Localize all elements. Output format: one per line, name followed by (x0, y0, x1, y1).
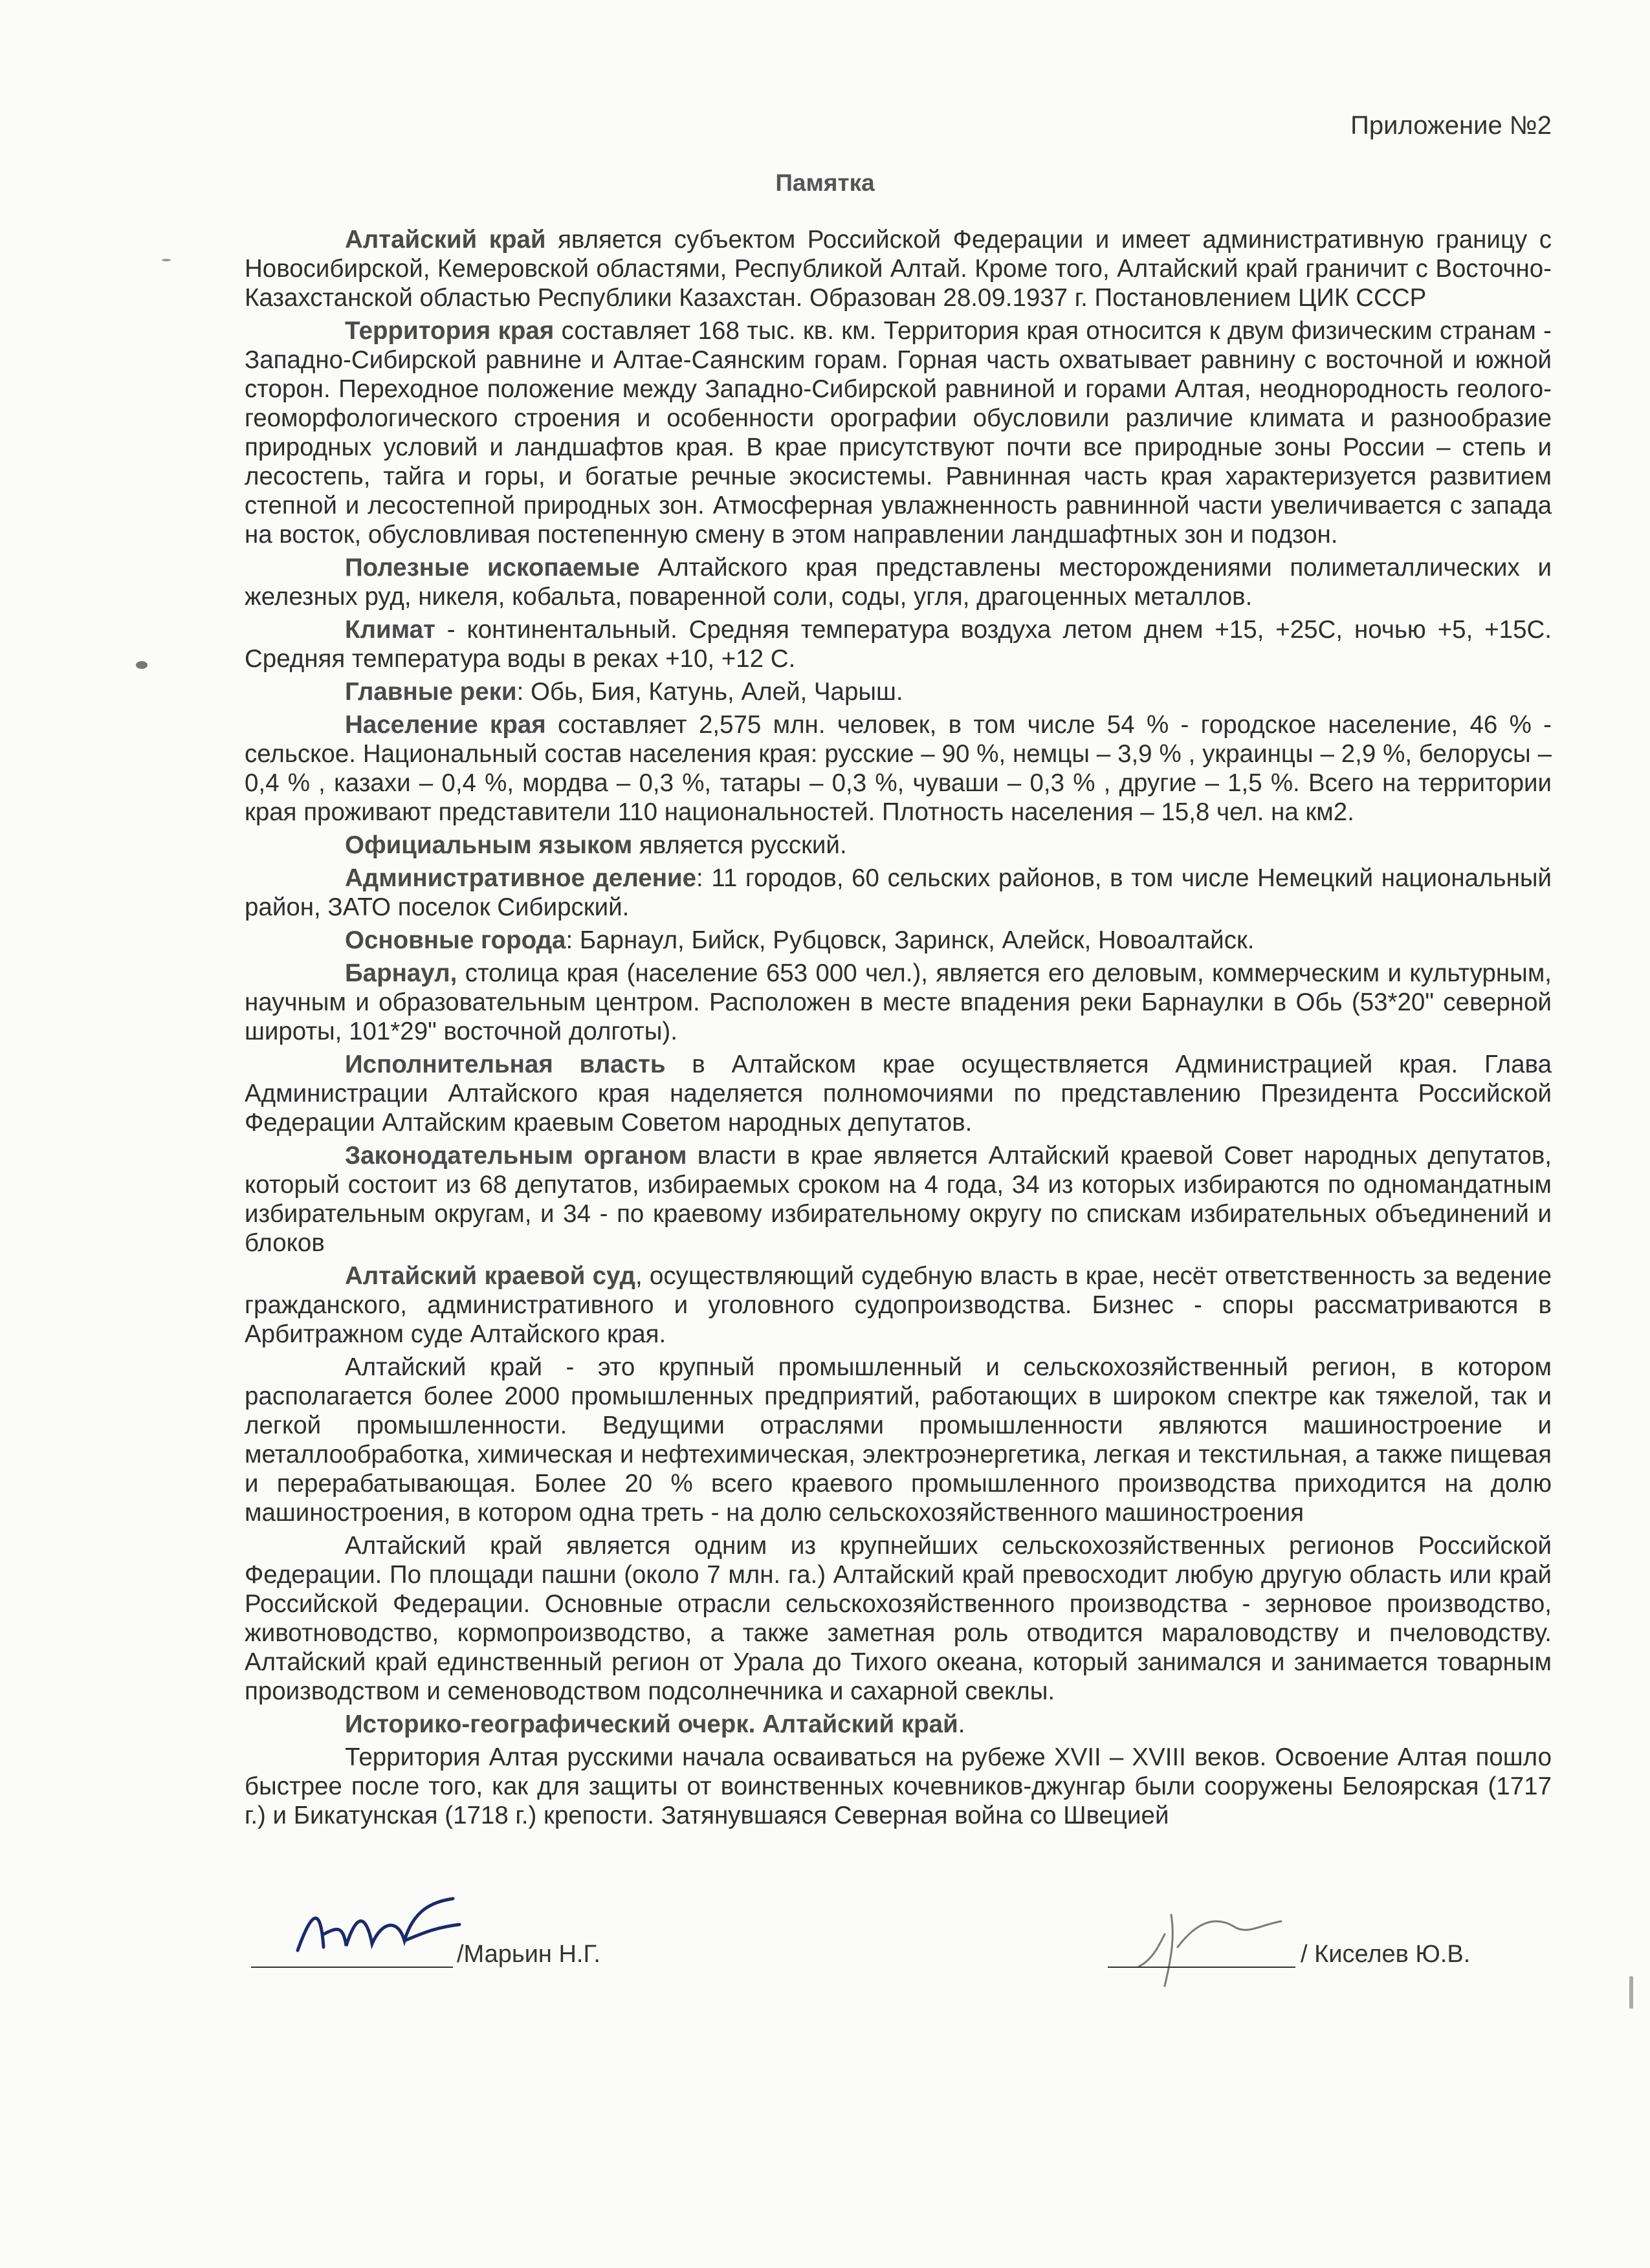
paragraph (245, 553, 1552, 611)
paragraph (245, 1531, 1552, 1706)
paragraph (245, 1261, 1552, 1349)
left-signature-line (251, 1967, 453, 1968)
signature-block (0, 1908, 1650, 2012)
right-signature-line (1108, 1967, 1295, 1968)
paragraph (245, 316, 1552, 549)
page-title: Памятка (775, 169, 875, 196)
paragraph-bold: Население края (345, 711, 546, 739)
paragraph-text: : Обь, Бия, Катунь, Алей, Чарыш. (516, 678, 903, 706)
paragraph-bold: Историко-географический очерк. Алтайский край (345, 1710, 958, 1738)
paragraph-text: составляет 168 тыс. кв. км. Территория края относится к двум физическим странам - Западно-Сибирской равнине и Алтае-Саянским горам. Горная часть охватывает равнину с восточной и южной сторон. Переходное положение между Западно-Сибирской равниной и горами Алтая, неоднородность геолого-геоморфологического строения и особенности орографии обусловили различие климата и разнообразие природных условий и ландшафтов края. В крае присутствуют почти все природные зоны России – степь и лесостепь, тайга и горы, и богатые речные экосистемы. Равнинная часть края характеризуется развитием степной и лесостепной природных зон. Атмосферная увлажненность равнинной части увеличивается с запада на восток, обусловливая постепенную смену в этом направлении ландшафтных зон и подзон. (245, 317, 1552, 549)
scan-speck (1629, 1976, 1633, 2009)
left-signature-image (285, 1889, 479, 1960)
paragraph (245, 677, 1552, 706)
paragraph-bold: Главные реки (345, 678, 517, 706)
paragraph-bold: Алтайский краевой суд (345, 1262, 635, 1290)
paragraph-text: составляет 2,575 млн. человек, в том числе 54 % - городское население, 46 % - сельское. Национальный состав населения края: русские – 90 %, немцы – 3,9 % , украинцы – 2,9 %, белорусы – 0,4 % , казахи – 0,4 %, мордва – 0,3 %, татары – 0,3 %, чуваши – 0,3 % , другие – 1,5 %. Всего на территории края проживают представители 110 национальностей. Плотность населения – 15,8 чел. на км2. (245, 711, 1552, 826)
paragraph-bold: Климат (345, 616, 435, 644)
paragraph-bold: Законодательным органом (345, 1142, 687, 1170)
paragraph-text: Алтайский край - это крупный промышленный и сельскохозяйственный регион, в котором располагается более 2000 промышленных предприятий, работающих в широком спектре как тяжелой, так и легкой промышленности. Ведущими отраслями промышленности являются машиностроение и металлообработка, химическая и нефтехимическая, электроэнергетика, легкая и текстильная, а также пищевая и перерабатывающая. Более 20 % всего краевого промышленного производства приходится на долю машиностроения, в котором одна треть - на долю сельскохозяйственного машиностроения (245, 1353, 1552, 1527)
document-body (245, 225, 1552, 1834)
paragraph-bold: Алтайский край (345, 226, 546, 254)
paragraph (245, 1710, 1552, 1739)
paragraph-text: : Барнаул, Бийск, Рубцовск, Заринск, Алейск, Новоалтайск. (566, 926, 1255, 954)
paragraph-bold: Территория края (345, 317, 555, 345)
paragraph (245, 926, 1552, 955)
paragraph (245, 1743, 1552, 1830)
left-signature-name: /Марьин Н.Г. (457, 1941, 600, 1968)
paragraph (245, 959, 1552, 1046)
paragraph-text: столица края (население 653 000 чел.), является его деловым, коммерческим и культурным, научным и образовательным центром. Расположен в месте впадения реки Барнаулки в Обь (53*20" северной широты, 101*29" восточной долготы). (245, 959, 1552, 1045)
paragraph-bold: Основные города (345, 926, 566, 954)
scan-speck (162, 259, 171, 261)
paragraph-bold: Административное деление (345, 864, 697, 892)
paragraph-text: власти в крае является Алтайский краевой Совет народных депутатов, который состоит из 68 депутатов, избираемых сроком на 4 года, 34 из которых избираются по одномандатным избирательным округам, и 34 - по краевому избирательному округу по спискам избирательных объединений и блоков (245, 1142, 1552, 1257)
scan-speck (136, 661, 148, 669)
paragraph (245, 1353, 1552, 1527)
paragraph (245, 1141, 1552, 1258)
paragraph (245, 710, 1552, 827)
paragraph-bold: Исполнительная власть (345, 1051, 666, 1078)
paragraph-text: : 11 городов, 60 сельских районов, в том числе Немецкий национальный район, ЗАТО поселок Сибирский. (245, 864, 1552, 921)
paragraph (245, 1050, 1552, 1137)
paragraph-text: является субъектом Российской Федерации и имеет административную границу с Новосибирской, Кемеровской областями, Республикой Алтай. Кроме того, Алтайский край граничит с Восточно-Казахстанской областью Республики Казахстан. Образован 28.09.1937 г. Постановлением ЦИК СССР (245, 226, 1552, 312)
paragraph-text: Алтайского края представлены месторождениями полиметаллических и железных руд, никеля, кобальта, поваренной соли, соды, угля, драгоценных металлов. (245, 554, 1552, 611)
right-signature-name: / Киселев Ю.В. (1301, 1941, 1471, 1968)
paragraph-text: является русский. (632, 831, 847, 859)
paragraph-text: в Алтайском крае осуществляется Администрацией края. Глава Администрации Алтайского края наделяется полномочиями по представлению Президента Российской Федерации Алтайским краевым Советом народных депутатов. (245, 1051, 1552, 1137)
paragraph-text: Алтайский край является одним из крупнейших сельскохозяйственных регионов Российской Федерации. По площади пашни (около 7 млн. га.) Алтайский край превосходит любую другую область или край Российской Федерации. Основные отрасли сельскохозяйственного производства - зерновое производство, животноводство, кормопроизводство, а также заметная роль отводится мараловодству и пчеловодству. Алтайский край единственный регион от Урала до Тихого океана, который занимался и занимается товарным производством и семеноводством подсолнечника и сахарной свеклы. (245, 1532, 1552, 1705)
paragraph-text: . (958, 1710, 965, 1738)
paragraph-text: , осуществляющий судебную власть в крае, несёт ответственность за ведение гражданского, административного и уголовного судопроизводства. Бизнес - споры рассматриваются в Арбитражном суде Алтайского края. (245, 1262, 1552, 1348)
paragraph (245, 831, 1552, 860)
paragraph-text: - континентальный. Средняя температура воздуха летом днем +15, +25С, ночью +5, +15С. Средняя температура воды в реках +10, +12 С. (245, 616, 1552, 673)
paragraph-bold: Официальным языком (345, 831, 633, 859)
paragraph-bold: Барнаул, (345, 959, 457, 987)
paragraph-bold: Полезные ископаемые (345, 554, 640, 582)
paragraph-text: Территория Алтая русскими начала осваиваться на рубеже XVII – XVIII веков. Освоение Алтая пошло быстрее после того, как для защиты от воинственных кочевников-джунгар были сооружены Белоярская (1717 г.) и Бикатунская (1718 г.) крепости. Затянувшаяся Северная война со Швецией (245, 1743, 1552, 1829)
right-signature-image (1126, 1895, 1294, 1992)
paragraph (245, 615, 1552, 673)
appendix-label: Приложение №2 (1350, 111, 1552, 140)
paragraph (245, 864, 1552, 922)
paragraph (245, 225, 1552, 312)
